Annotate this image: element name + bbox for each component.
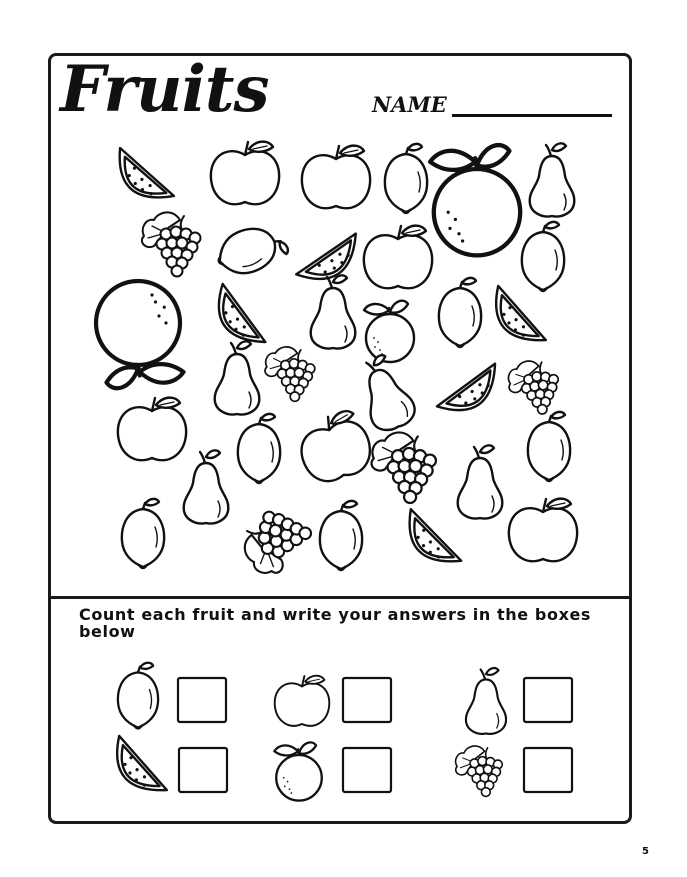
answer-box-pear[interactable] [524,678,572,722]
apple-icon [275,676,330,726]
watermelon-icon [114,148,180,200]
watermelon-icon [402,509,470,565]
apple-icon [118,398,186,461]
lemon-icon [122,499,164,568]
watermelon-icon [108,736,177,794]
pear-icon [184,450,229,523]
apple-icon [364,226,432,289]
answer-box-orange[interactable] [343,748,391,792]
apple-icon [211,142,279,205]
lemon-icon [238,414,280,483]
name-label: NAME [372,92,447,117]
answer-box-watermelon[interactable] [179,748,227,792]
answer-box-grapes[interactable] [524,748,572,792]
watermelon-icon [437,350,499,422]
instructions-text: Count each fruit and write your answers in the boxes below [79,605,592,641]
answer-box-lemon[interactable] [178,678,226,722]
grapes-icon [265,347,315,401]
pear-icon [530,143,575,216]
apple-icon [293,407,377,488]
grapes-icon [371,432,435,502]
page-number: 5 [642,846,649,857]
lemon-icon [385,144,427,213]
apple-icon [302,146,370,209]
pear-icon [311,275,356,348]
pear-icon [351,351,420,436]
apple-icon [509,499,577,562]
grapes-icon [242,508,314,575]
orange-icon [96,281,184,388]
worksheet-title: Fruits [60,52,269,127]
lemon-icon [439,278,481,347]
watermelon-icon [487,286,556,344]
watermelon-icon [208,284,280,346]
lemon-icon [320,501,362,570]
orange-icon [364,301,414,362]
orange-icon [274,742,322,800]
grapes-icon [454,744,505,799]
pear-icon [458,445,503,518]
lemon-icon [118,663,158,729]
lemon-icon [212,218,291,281]
grapes-icon [142,212,201,276]
lemon-icon [522,222,564,291]
lemon-icon [528,412,570,481]
pear-icon [215,341,260,414]
grapes-icon [506,357,563,418]
orange-icon [430,145,520,255]
answer-box-apple[interactable] [343,678,391,722]
pear-icon [466,668,506,734]
